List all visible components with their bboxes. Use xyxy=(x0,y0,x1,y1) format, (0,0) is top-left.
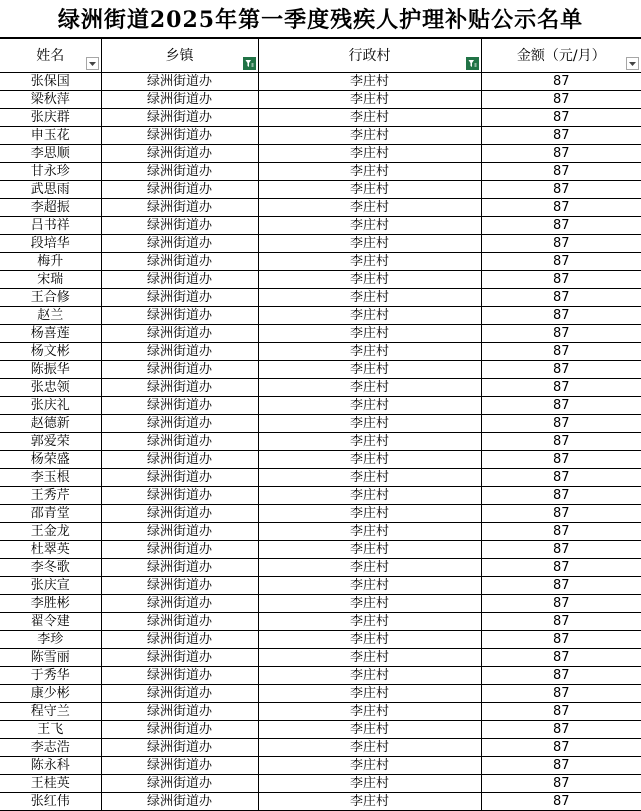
cell-township[interactable]: 绿洲街道办 xyxy=(101,559,258,577)
cell-village[interactable]: 李庄村 xyxy=(258,253,481,271)
cell-township[interactable]: 绿洲街道办 xyxy=(101,199,258,217)
cell-amount[interactable]: 87 xyxy=(481,469,641,487)
table-row xyxy=(0,793,641,811)
table-row xyxy=(0,289,641,307)
cell-village[interactable]: 李庄村 xyxy=(258,505,481,523)
cell-amount[interactable]: 87 xyxy=(481,541,641,559)
cell-village[interactable]: 李庄村 xyxy=(258,433,481,451)
cell-village[interactable]: 李庄村 xyxy=(258,271,481,289)
table-row xyxy=(0,415,641,433)
table-row xyxy=(0,73,641,91)
cell-name[interactable]: 王金龙 xyxy=(0,523,101,541)
cell-amount[interactable]: 87 xyxy=(481,163,641,181)
cell-township[interactable]: 绿洲街道办 xyxy=(101,361,258,379)
cell-village[interactable]: 李庄村 xyxy=(258,775,481,793)
cell-township[interactable]: 绿洲街道办 xyxy=(101,631,258,649)
header-row xyxy=(0,39,641,73)
cell-amount[interactable]: 87 xyxy=(481,289,641,307)
cell-village[interactable]: 李庄村 xyxy=(258,73,481,91)
cell-name[interactable]: 陈振华 xyxy=(0,361,101,379)
cell-name[interactable]: 梁秋萍 xyxy=(0,91,101,109)
cell-name[interactable]: 翟令建 xyxy=(0,613,101,631)
cell-village[interactable]: 李庄村 xyxy=(258,127,481,145)
cell-name[interactable]: 杨喜莲 xyxy=(0,325,101,343)
cell-name[interactable]: 段培华 xyxy=(0,235,101,253)
cell-village[interactable]: 李庄村 xyxy=(258,487,481,505)
cell-amount[interactable]: 87 xyxy=(481,181,641,199)
cell-name[interactable]: 陈雪丽 xyxy=(0,649,101,667)
table-row xyxy=(0,163,641,181)
cell-township[interactable]: 绿洲街道办 xyxy=(101,343,258,361)
table-row xyxy=(0,775,641,793)
cell-name[interactable]: 梅升 xyxy=(0,253,101,271)
cell-township[interactable]: 绿洲街道办 xyxy=(101,163,258,181)
cell-township[interactable]: 绿洲街道办 xyxy=(101,253,258,271)
filter-active-icon[interactable] xyxy=(243,57,256,70)
table-row xyxy=(0,577,641,595)
table-row xyxy=(0,613,641,631)
cell-village[interactable]: 李庄村 xyxy=(258,541,481,559)
table-row xyxy=(0,217,641,235)
cell-village[interactable]: 李庄村 xyxy=(258,757,481,775)
cell-name[interactable]: 赵兰 xyxy=(0,307,101,325)
cell-amount[interactable]: 87 xyxy=(481,721,641,739)
cell-name[interactable]: 杨文彬 xyxy=(0,343,101,361)
cell-township[interactable]: 绿洲街道办 xyxy=(101,523,258,541)
cell-township[interactable]: 绿洲街道办 xyxy=(101,109,258,127)
cell-township[interactable]: 绿洲街道办 xyxy=(101,91,258,109)
cell-amount[interactable]: 87 xyxy=(481,703,641,721)
cell-name[interactable]: 李胜彬 xyxy=(0,595,101,613)
table-row xyxy=(0,685,641,703)
cell-village[interactable]: 李庄村 xyxy=(258,577,481,595)
cell-township[interactable]: 绿洲街道办 xyxy=(101,577,258,595)
cell-name[interactable]: 李玉根 xyxy=(0,469,101,487)
cell-name[interactable]: 张庆群 xyxy=(0,109,101,127)
cell-village[interactable]: 李庄村 xyxy=(258,559,481,577)
cell-name[interactable]: 郭爱荣 xyxy=(0,433,101,451)
cell-name[interactable]: 于秀华 xyxy=(0,667,101,685)
cell-amount[interactable]: 87 xyxy=(481,757,641,775)
header-label: 金额（元/月） xyxy=(516,47,606,64)
table-row xyxy=(0,235,641,253)
table-row xyxy=(0,145,641,163)
cell-amount[interactable]: 87 xyxy=(481,253,641,271)
cell-amount[interactable]: 87 xyxy=(481,415,641,433)
cell-amount[interactable]: 87 xyxy=(481,775,641,793)
table-row xyxy=(0,127,641,145)
table-row xyxy=(0,667,641,685)
table-row xyxy=(0,91,641,109)
cell-village[interactable]: 李庄村 xyxy=(258,235,481,253)
cell-township[interactable]: 绿洲街道办 xyxy=(101,397,258,415)
cell-amount[interactable]: 87 xyxy=(481,199,641,217)
cell-name[interactable]: 张保国 xyxy=(0,73,101,91)
cell-name[interactable]: 申玉花 xyxy=(0,127,101,145)
cell-name[interactable]: 李超振 xyxy=(0,199,101,217)
header-amount xyxy=(481,39,641,73)
cell-village[interactable]: 李庄村 xyxy=(258,361,481,379)
cell-name[interactable]: 吕书祥 xyxy=(0,217,101,235)
table-row xyxy=(0,109,641,127)
cell-name[interactable]: 王秀芹 xyxy=(0,487,101,505)
cell-name[interactable]: 赵德新 xyxy=(0,415,101,433)
cell-name[interactable]: 张庆礼 xyxy=(0,397,101,415)
cell-name[interactable]: 李冬歌 xyxy=(0,559,101,577)
cell-amount[interactable]: 87 xyxy=(481,109,641,127)
cell-amount[interactable]: 87 xyxy=(481,361,641,379)
table-row xyxy=(0,397,641,415)
cell-amount[interactable]: 87 xyxy=(481,127,641,145)
cell-township[interactable]: 绿洲街道办 xyxy=(101,667,258,685)
cell-village[interactable]: 李庄村 xyxy=(258,325,481,343)
cell-township[interactable]: 绿洲街道办 xyxy=(101,541,258,559)
cell-amount[interactable]: 87 xyxy=(481,559,641,577)
cell-name[interactable]: 李志浩 xyxy=(0,739,101,757)
cell-amount[interactable]: 87 xyxy=(481,685,641,703)
table-row xyxy=(0,199,641,217)
subsidy-table xyxy=(0,38,641,811)
cell-township[interactable]: 绿洲街道办 xyxy=(101,289,258,307)
table-row xyxy=(0,361,641,379)
cell-township[interactable]: 绿洲街道办 xyxy=(101,271,258,289)
table-row xyxy=(0,469,641,487)
table-row xyxy=(0,325,641,343)
cell-township[interactable]: 绿洲街道办 xyxy=(101,433,258,451)
cell-village[interactable]: 李庄村 xyxy=(258,451,481,469)
cell-township[interactable]: 绿洲街道办 xyxy=(101,127,258,145)
cell-township[interactable]: 绿洲街道办 xyxy=(101,649,258,667)
cell-village[interactable]: 李庄村 xyxy=(258,91,481,109)
cell-name[interactable]: 陈永科 xyxy=(0,757,101,775)
cell-name[interactable]: 宋瑞 xyxy=(0,271,101,289)
cell-township[interactable]: 绿洲街道办 xyxy=(101,793,258,811)
cell-village[interactable]: 李庄村 xyxy=(258,631,481,649)
cell-name[interactable]: 李思顺 xyxy=(0,145,101,163)
cell-village[interactable]: 李庄村 xyxy=(258,343,481,361)
cell-name[interactable]: 张庆宣 xyxy=(0,577,101,595)
cell-village[interactable]: 李庄村 xyxy=(258,703,481,721)
cell-township[interactable]: 绿洲街道办 xyxy=(101,469,258,487)
cell-name[interactable]: 王桂英 xyxy=(0,775,101,793)
cell-amount[interactable]: 87 xyxy=(481,793,641,811)
cell-amount[interactable]: 87 xyxy=(481,307,641,325)
cell-name[interactable]: 甘永珍 xyxy=(0,163,101,181)
table-row xyxy=(0,559,641,577)
cell-village[interactable]: 李庄村 xyxy=(258,181,481,199)
cell-village[interactable]: 李庄村 xyxy=(258,289,481,307)
cell-township[interactable]: 绿洲街道办 xyxy=(101,307,258,325)
header-label: 行政村 xyxy=(348,47,391,64)
table-row xyxy=(0,379,641,397)
cell-township[interactable]: 绿洲街道办 xyxy=(101,775,258,793)
cell-amount[interactable]: 87 xyxy=(481,343,641,361)
table-row xyxy=(0,271,641,289)
table-row xyxy=(0,595,641,613)
cell-township[interactable]: 绿洲街道办 xyxy=(101,415,258,433)
cell-village[interactable]: 李庄村 xyxy=(258,109,481,127)
cell-amount[interactable]: 87 xyxy=(481,649,641,667)
cell-township[interactable]: 绿洲街道办 xyxy=(101,757,258,775)
table-row xyxy=(0,433,641,451)
cell-amount[interactable]: 87 xyxy=(481,325,641,343)
cell-village[interactable]: 李庄村 xyxy=(258,595,481,613)
filter-active-icon[interactable] xyxy=(466,57,479,70)
header-label: 姓名 xyxy=(36,47,65,64)
cell-amount[interactable]: 87 xyxy=(481,271,641,289)
cell-village[interactable]: 李庄村 xyxy=(258,199,481,217)
table-row xyxy=(0,307,641,325)
cell-amount[interactable]: 87 xyxy=(481,613,641,631)
cell-township[interactable]: 绿洲街道办 xyxy=(101,685,258,703)
dropdown-arrow-icon[interactable] xyxy=(626,57,639,70)
cell-township[interactable]: 绿洲街道办 xyxy=(101,487,258,505)
cell-name[interactable]: 张忠领 xyxy=(0,379,101,397)
table-row xyxy=(0,541,641,559)
table-row xyxy=(0,721,641,739)
cell-name[interactable]: 邵青堂 xyxy=(0,505,101,523)
table-row xyxy=(0,451,641,469)
cell-amount[interactable]: 87 xyxy=(481,235,641,253)
cell-name[interactable]: 康少彬 xyxy=(0,685,101,703)
cell-name[interactable]: 程守兰 xyxy=(0,703,101,721)
cell-village[interactable]: 李庄村 xyxy=(258,397,481,415)
header-village xyxy=(258,39,481,73)
header-township xyxy=(101,39,258,73)
cell-township[interactable]: 绿洲街道办 xyxy=(101,235,258,253)
cell-township[interactable]: 绿洲街道办 xyxy=(101,145,258,163)
cell-village[interactable]: 李庄村 xyxy=(258,217,481,235)
table-row xyxy=(0,739,641,757)
cell-amount[interactable]: 87 xyxy=(481,379,641,397)
cell-township[interactable]: 绿洲街道办 xyxy=(101,217,258,235)
cell-amount[interactable]: 87 xyxy=(481,487,641,505)
cell-amount[interactable]: 87 xyxy=(481,145,641,163)
cell-township[interactable]: 绿洲街道办 xyxy=(101,721,258,739)
cell-village[interactable]: 李庄村 xyxy=(258,379,481,397)
cell-village[interactable]: 李庄村 xyxy=(258,667,481,685)
cell-amount[interactable]: 87 xyxy=(481,577,641,595)
cell-name[interactable]: 王飞 xyxy=(0,721,101,739)
cell-amount[interactable]: 87 xyxy=(481,397,641,415)
cell-village[interactable]: 李庄村 xyxy=(258,415,481,433)
cell-township[interactable]: 绿洲街道办 xyxy=(101,703,258,721)
cell-village[interactable]: 李庄村 xyxy=(258,163,481,181)
cell-amount[interactable]: 87 xyxy=(481,73,641,91)
cell-amount[interactable]: 87 xyxy=(481,739,641,757)
cell-village[interactable]: 李庄村 xyxy=(258,793,481,811)
table-row xyxy=(0,757,641,775)
table-row xyxy=(0,649,641,667)
cell-township[interactable]: 绿洲街道办 xyxy=(101,595,258,613)
cell-township[interactable]: 绿洲街道办 xyxy=(101,505,258,523)
cell-amount[interactable]: 87 xyxy=(481,667,641,685)
table-row xyxy=(0,703,641,721)
table-row xyxy=(0,181,641,199)
cell-village[interactable]: 李庄村 xyxy=(258,469,481,487)
table-row xyxy=(0,523,641,541)
cell-name[interactable]: 杜翠英 xyxy=(0,541,101,559)
cell-township[interactable]: 绿洲街道办 xyxy=(101,181,258,199)
cell-name[interactable]: 武思雨 xyxy=(0,181,101,199)
header-label: 乡镇 xyxy=(165,47,194,64)
cell-amount[interactable]: 87 xyxy=(481,523,641,541)
cell-township[interactable]: 绿洲街道办 xyxy=(101,325,258,343)
cell-village[interactable]: 李庄村 xyxy=(258,307,481,325)
cell-township[interactable]: 绿洲街道办 xyxy=(101,451,258,469)
table-row xyxy=(0,487,641,505)
cell-village[interactable]: 李庄村 xyxy=(258,739,481,757)
cell-amount[interactable]: 87 xyxy=(481,595,641,613)
cell-name[interactable]: 杨荣盛 xyxy=(0,451,101,469)
cell-township[interactable]: 绿洲街道办 xyxy=(101,613,258,631)
table-row xyxy=(0,253,641,271)
table-row xyxy=(0,505,641,523)
cell-amount[interactable]: 87 xyxy=(481,91,641,109)
cell-township[interactable]: 绿洲街道办 xyxy=(101,739,258,757)
page-title: 绿洲街道2025年第一季度残疾人护理补贴公示名单 xyxy=(0,0,641,38)
header-name xyxy=(0,39,101,73)
cell-township[interactable]: 绿洲街道办 xyxy=(101,73,258,91)
cell-amount[interactable]: 87 xyxy=(481,505,641,523)
table-row xyxy=(0,343,641,361)
cell-village[interactable]: 李庄村 xyxy=(258,523,481,541)
table-row xyxy=(0,631,641,649)
cell-amount[interactable]: 87 xyxy=(481,217,641,235)
cell-name[interactable]: 李珍 xyxy=(0,631,101,649)
cell-township[interactable]: 绿洲街道办 xyxy=(101,379,258,397)
cell-name[interactable]: 王合修 xyxy=(0,289,101,307)
cell-amount[interactable]: 87 xyxy=(481,631,641,649)
cell-name[interactable]: 张红伟 xyxy=(0,793,101,811)
cell-amount[interactable]: 87 xyxy=(481,433,641,451)
cell-amount[interactable]: 87 xyxy=(481,451,641,469)
cell-village[interactable]: 李庄村 xyxy=(258,649,481,667)
cell-village[interactable]: 李庄村 xyxy=(258,145,481,163)
cell-village[interactable]: 李庄村 xyxy=(258,613,481,631)
cell-village[interactable]: 李庄村 xyxy=(258,685,481,703)
cell-village[interactable]: 李庄村 xyxy=(258,721,481,739)
dropdown-arrow-icon[interactable] xyxy=(86,57,99,70)
